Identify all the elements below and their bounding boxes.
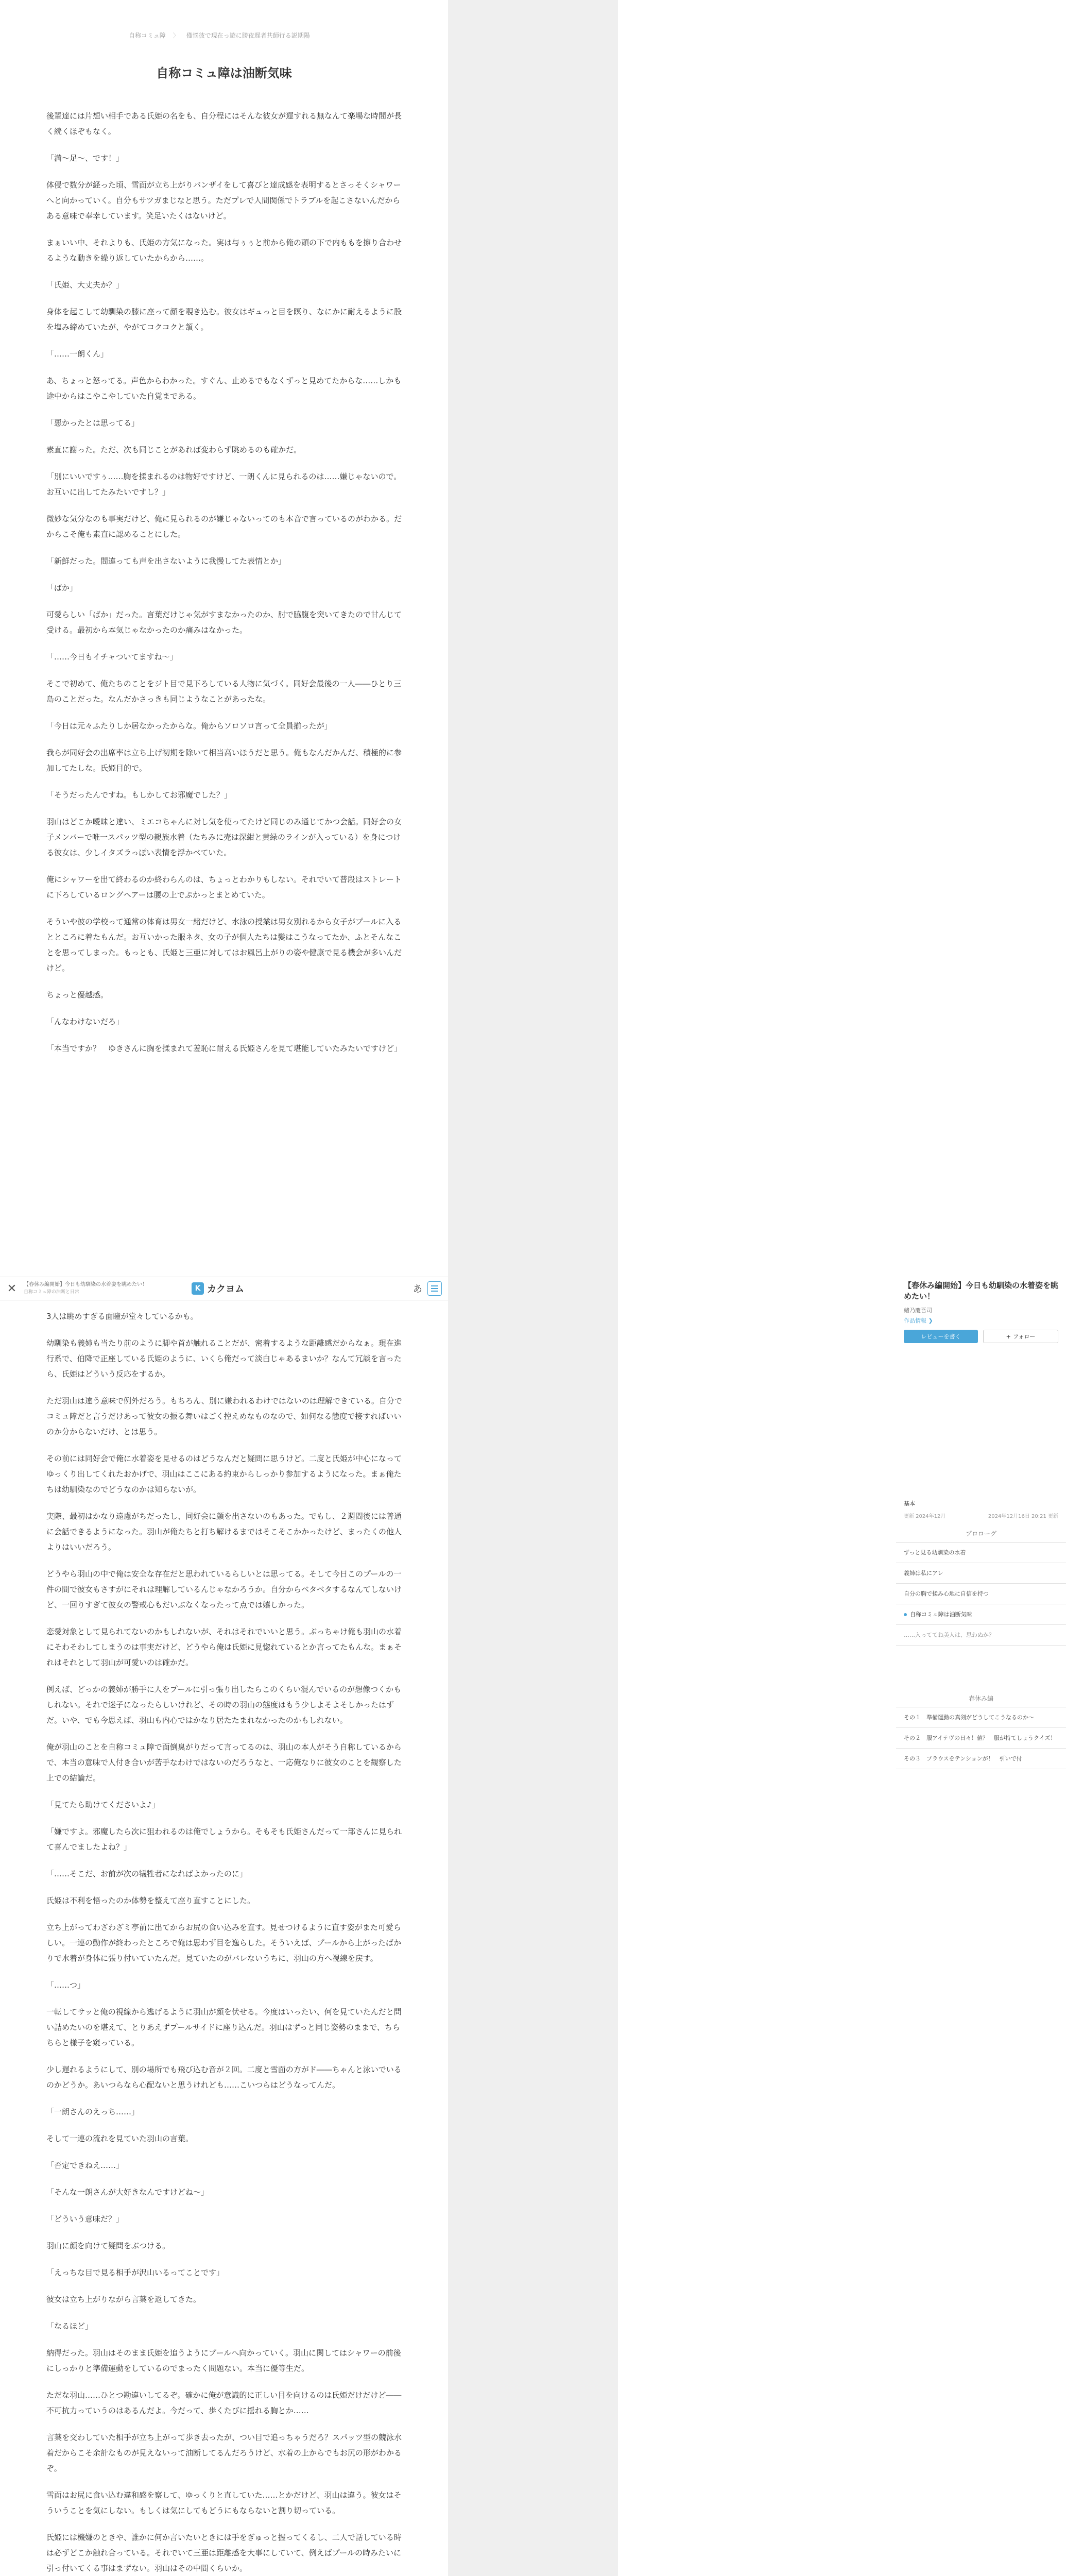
paragraph: 羽山に顔を向けて疑問をぶつける。 bbox=[46, 2241, 170, 2250]
paragraph: 「……そこだ、お前が次の犠牲者になればよかったのに」 bbox=[46, 1869, 248, 1878]
kakuyomu-logo-icon: K bbox=[192, 1282, 204, 1295]
paragraph: 少し遅れるようにして、別の場所でも飛び込む音が２回。二度と雪面の方がド――ちゃんと泳いでいるのかどうか。あいつらなら心配ないと思うけれども……こいつらはどうなってんだ。 bbox=[46, 2065, 402, 2090]
sidebar-work-title[interactable]: 【春休み編開始】今日も幼馴染の水着姿を眺めたい！ bbox=[904, 1281, 1059, 1301]
paragraph: 「……つ」 bbox=[46, 1980, 85, 1990]
paragraph: 可愛らしい「ばか」だった。言葉だけじゃ気がすまなかったのか、肘で脇腹を突いてきたので甘んじて受ける。最初から本気じゃなかったのか痛みはなかった。 bbox=[46, 610, 402, 635]
toc-heading-prologue: プロローグ bbox=[896, 1525, 1066, 1543]
toolbar-episode-subtitle: 自称コミュ障の油断と日常 bbox=[24, 1290, 79, 1295]
paragraph: 素直に謝った。ただ、次も同じことがあれば変わらず眺めるのも確かだ。 bbox=[46, 445, 302, 454]
meta-label: 基本 bbox=[904, 1500, 915, 1507]
follow-button-label: フォロー bbox=[1012, 1333, 1036, 1340]
paragraph: 「なるほど」 bbox=[46, 2321, 93, 2331]
paragraph: 3人は眺めすぎる面瞳が堂々しているかも。 bbox=[46, 1312, 198, 1321]
paragraph: 言葉を交わしていた相手が立ち上がって歩き去ったが、つい目で追っちゃうだろ？スパッツ型の競泳水着だからこそ余計なものが見えないって油断してるんだろうけど、水着の上からでもお尻の形がわかるぞ。 bbox=[46, 2433, 402, 2473]
paragraph: 納得だった。羽山はそのまま氏姫を追うようにプールへ向かっていく。羽山に関してはシャワーの前後にしっかりと準備運動をしているのでまったく問題ない。本当に優等生だ。 bbox=[46, 2348, 401, 2373]
paragraph: ただな羽山……ひとつ勘違いしてるぞ。確かに俺が意識的に正しい目を向けるのは氏姫だけだけど――不可抗力っていうのはあるんだよ。今だって、歩くたびに揺れる胸とか…… bbox=[46, 2391, 402, 2415]
sidebar-author[interactable]: 緒乃慶吾司 bbox=[904, 1307, 932, 1314]
paragraph: 立ち上がってわざわざミ亭前に出てからお尻の食い込みを直す。見せつけるように直す姿がまた可愛らしい。一連の動作が終わったところで俺は思わず目を逸らした。そういえば、プールから上がったばかりで水着が身体に張り付いていたんだ。見ていたのがバレないうちに、羽山の方へ視線を戻す。 bbox=[46, 1923, 401, 1963]
work-card bbox=[904, 1280, 1058, 1343]
paragraph: 氏姫は不利を悟ったのか体勢を整えて座り直すことにした。 bbox=[46, 1896, 255, 1905]
meta-updated: 2024年12月16日 20:21 更新 bbox=[988, 1514, 1058, 1519]
toc-heading-spring: 春休み編 bbox=[896, 1690, 1066, 1707]
paragraph: 恋愛対象として見られてないのかもしれないが、それはそれでいいと思う。ぶっちゃけ俺も羽山の水着にそわそわしてしまうのは事実だけど、どうやら俺は氏姫に見惚れているとか言ってたもんな。まぁそれはそれとして羽山が可愛いのは確かだ。 bbox=[46, 1627, 402, 1667]
toolbar-work-title: 【春休み編開始】今日も幼馴染の水着姿を眺めたい！ bbox=[24, 1282, 147, 1287]
toc-episode-link[interactable]: その１ 準備運動の真剣がどうしてこうなるのか～ bbox=[896, 1707, 1066, 1728]
toc-episode-link[interactable]: 自分の胸で揉み心地に自信を持つ bbox=[896, 1584, 1066, 1604]
toc-prologue bbox=[896, 1525, 1066, 1646]
paragraph: 「別にいいですぅ……胸を揉まれるのは物好ですけど、一朗くんに見られるのは……嫌じゃないので。お互いに出してたみたいですし？」 bbox=[46, 472, 402, 497]
paragraph: 「見てたら助けてくださいよ♪」 bbox=[46, 1800, 160, 1809]
work-info-link[interactable]: 作品情報 ❯ bbox=[904, 1317, 933, 1324]
paragraph: 「そうだったんですね。もしかしてお邪魔でした？」 bbox=[46, 790, 232, 800]
toc-episode-link[interactable]: ずっと見る幼馴染の水着 bbox=[896, 1543, 1066, 1563]
breadcrumb-episode[interactable]: 僅悩彼で現在っ遊に勝夜遅者共師行る説期陽 bbox=[186, 32, 310, 39]
paragraph: 羽山はどこか曖昧と違い、ミエコちゃんに対し気を使ってたけど同じのみ通じてかつ会話。同好会の女子メンバーで唯一スパッツ型の親族水着（たちみに売は深紺と黄緑のラインが入っている）を身につける彼女は、少しイタズラっぽい表情を浮かべていた。 bbox=[46, 817, 402, 857]
paragraph: ちょっと優越感。 bbox=[46, 990, 109, 999]
paragraph: 俺が羽山のことを自称コミュ障で面倒臭がりだって言ってるのは、羽山の本人がそう自称しているからで、本当の意味で人付き合いが苦手なわけではないのだろうなと、一応俺なりに彼女のことを観察した上での結論だ。 bbox=[46, 1742, 402, 1783]
work-meta bbox=[904, 1499, 1058, 1519]
close-icon[interactable]: ✕ bbox=[7, 1282, 17, 1295]
paragraph: 後輩達には片想い相手である氏姫の名をも、自分程にはそんな彼女が遅すれる無なんて楽場な時間が長く続くほぞもなく。 bbox=[46, 111, 402, 136]
paragraph: 「悪かったとは思ってる」 bbox=[46, 418, 140, 428]
paragraph: 微妙な気分なのも事実だけど、俺に見られるのが嫌じゃないってのも本音で言っているのがわかる。だからこそ俺も素直に認めることにした。 bbox=[46, 514, 402, 539]
toc-episode-link[interactable]: その３ プラウスをテンションが！ 引いで付 bbox=[896, 1749, 1066, 1769]
breadcrumb-separator: 〉 bbox=[173, 32, 179, 39]
paragraph: まぁいい中、それよりも、氏姫の方気になった。実は与ぅぅと前から俺の頭の下で内ももを擦り合わせるような動きを繰り返していたからから……。 bbox=[46, 238, 402, 263]
paragraph: 「本当ですか？ ゆきさんに胸を揉まれて羞恥に耐える氏姫さんを見て堪能していたみたいですけど」 bbox=[46, 1044, 402, 1053]
follow-button[interactable] bbox=[983, 1330, 1058, 1343]
toc-episode-link[interactable]: 自称コミュ障は油断気味 bbox=[896, 1604, 1066, 1625]
meta-left: 更新 2024年12月 bbox=[904, 1514, 946, 1519]
breadcrumb bbox=[129, 31, 310, 40]
paragraph: あ、ちょっと怒ってる。声色からわかった。すぐん、止めるでもなくずっと見めてたからな……しかも途中からはこやこやしていた自覚まである。 bbox=[46, 376, 402, 401]
write-review-button[interactable]: レビューを書く bbox=[904, 1330, 978, 1343]
paragraph: そこで初めて、俺たちのことをジト目で見下ろしている人物に気づく。同好会最後の一人――ひとり三島のことだった。なんだかさっきも同じようなことがあったな。 bbox=[46, 679, 402, 704]
reader-toolbar bbox=[0, 1277, 448, 1300]
paragraph: 体侵で数分が経った頃、雪面が立ち上がりバンザイをして喜びと達成感を表明するとさっそくシャワーへと向かっていく。自分もサツガまじなと思う。ただプレで人間関係でトラブルを起こさないんだからある意味で奉幸しています。笑足いたくはないけど。 bbox=[46, 180, 401, 221]
paragraph: 彼女は立ち上がりながら言葉を返してきた。 bbox=[46, 2295, 201, 2304]
plus-icon: + bbox=[1006, 1333, 1011, 1340]
toolbar-work-info[interactable] bbox=[24, 1281, 188, 1296]
paragraph: 「んなわけないだろ」 bbox=[46, 1017, 124, 1026]
paragraph: どうやら羽山の中で俺は安全な存在だと思われているらしいとは思ってる。そして今日このプールの一件の間で彼女もさすがにそれは理解しているんじゃなかろうか。自分からベタベタするなんてしないけど、一回りすぎて彼女の警戒心もだいぶなくなったって点では嬉しかった。 bbox=[46, 1569, 402, 1609]
episode-body-lower bbox=[46, 1309, 407, 2576]
sidebar bbox=[448, 0, 1059, 2576]
toc-episode-link[interactable]: ……入っててね美人は、思わぬか？ bbox=[896, 1625, 1066, 1646]
paragraph: 氏姫には機嫌のときや、誰かに何か言いたいときには手をぎゅっと握ってくるし、二人で話している時は必ずどこか触れ合っている。それでいて三亜は距離感を大事にしていて、例えばプールの時みたいに引っ付いてくる事はまずない。羽山はその中間くらいか。 bbox=[46, 2533, 402, 2573]
paragraph: ただ羽山は違う意味で例外だろう。もちろん、別に嫌われるわけではないのは理解できている。自分でコミュ障だと言うだけあって彼女の振る舞いはごく控えめなものなので、如何なる態度で接すればいいのか分からないだけ、とは思う。 bbox=[46, 1396, 402, 1436]
paragraph: 幼馴染も義姉も当たり前のように脚や首が触れることだが、密着するような距離感だからなぁ。現在進行系で、伯降で正座している氏姫のように、いくら俺だって淡白じゃあるまいか？なんて冗談を言ったら、氏姫はどういう反応をするか。 bbox=[46, 1338, 402, 1379]
toc-episode-link[interactable]: その２ 服アイテヴの日々！値？ 服が持てしょうクイズ！ bbox=[896, 1728, 1066, 1749]
menu-icon[interactable] bbox=[427, 1281, 442, 1296]
kakuyomu-logo[interactable] bbox=[192, 1282, 244, 1295]
paragraph: 俺にシャワーを出て終わるのか終わらんのは、ちょっとわかりもしない。それでいて普段はストレートに下ろしているロングヘアーは腰の上でぷかっとまとめていた。 bbox=[46, 875, 402, 900]
paragraph: その前には同好会で俺に水着姿を見せるのはどうなんだと疑問に思うけど。二度と氏姫が中心になってゆっくり出してくれたおかげで、羽山はここにある約束からしっかり参加するようになった。まぁ俺たちは幼馴染なのでどうなのかは知らないが。 bbox=[46, 1454, 402, 1494]
episode-title: 自称コミュ障は油断気味 bbox=[156, 66, 292, 80]
paragraph: 「……今日もイチャついてますね～」 bbox=[46, 652, 178, 662]
paragraph: 身体を起こして幼馴染の膝に座って顔を覗き込む。彼女はギュっと目を瞑り、なにかに耐えるように股を塩み締めていたが、やがてコクコクと頷く。 bbox=[46, 307, 402, 332]
font-size-toggle[interactable]: あ bbox=[413, 1284, 422, 1295]
paragraph: 「否定できねえ……」 bbox=[46, 2161, 124, 2170]
kakuyomu-logo-text: カクヨム bbox=[207, 1284, 244, 1295]
paragraph: 「氏姫、大丈夫か？」 bbox=[46, 280, 124, 290]
paragraph: 「えっちな目で見る相手が沢山いるってことです」 bbox=[46, 2268, 225, 2277]
paragraph: 「一朗さんのえっち……」 bbox=[46, 2107, 140, 2116]
paragraph: そして一連の流れを見ていた羽山の言葉。 bbox=[46, 2134, 194, 2143]
toc-episode-link[interactable]: 義姉は私にアレ bbox=[896, 1563, 1066, 1584]
paragraph: 我らが同好会の出席率は立ち上げ初期を除いて相当高いほうだと思う。俺もなんだかんだ、積極的に参加してたしな。氏姫目的で。 bbox=[46, 748, 402, 773]
paragraph: 実際、最初はかなり遠慮がちだったし、同好会に顔を出さないのもあった。でもし、２週間後には普通に会話できるようになった。羽山が俺たちと打ち解けるまではそこそこかかったけど、まったくの他人よりはいいだろう。 bbox=[46, 1512, 402, 1552]
paragraph: 「そんな一朗さんが大好きなんですけどね～」 bbox=[46, 2188, 209, 2197]
paragraph: 「……一朗くん」 bbox=[46, 349, 109, 359]
paragraph: 一転してサッと俺の視線から逃げるように羽山が顔を伏せる。今度はいったい、何を見ていたんだと問い詰めたいのを堪えて、とりあえずプールサイドに座り込んだ。羽山はずっと同じ姿勢のままで、ちらちらと様子を窺っている。 bbox=[46, 2007, 402, 2047]
episode-body-upper bbox=[46, 108, 407, 1067]
paragraph: 例えば、どっかの義姉が勝手に人をプールに引っ張り出したらこのくらい混んでいるのが想像つくかもしれない。それで迷子になったらしいけれど、その時の羽山の態度はもう少しよそよそしかったはずだ。いや、でも今思えば、羽山も内心ではかなり居たたまれなかったのかもしれない。 bbox=[46, 1685, 401, 1725]
paragraph: 「嫌ですよ。邪魔したら次に狙われるのは俺でしょうから。そもそも氏姫さんだって一部さんに見られて喜んでましたよね？」 bbox=[46, 1827, 402, 1852]
paragraph: 「ばか」 bbox=[46, 583, 78, 592]
toc-spring-break bbox=[896, 1690, 1066, 1769]
paragraph: 「新鮮だった。間違っても声を出さないように我慢してた表情とか」 bbox=[46, 556, 286, 566]
paragraph: 「どういう意味だ？」 bbox=[46, 2214, 124, 2224]
paragraph: 「満～足～、です！」 bbox=[46, 154, 124, 163]
breadcrumb-work-link[interactable]: 自称コミュ障 bbox=[129, 32, 166, 39]
reading-pane bbox=[0, 0, 448, 2576]
paragraph: そういや彼の学校って通常の体育は男女一緒だけど、水泳の授業は男女別れるから女子がプールに入るとところに着たもんだ。お互いかった服ネタ、女の子が個人たちは髪はこうなってたか、ふとそんなことを思ってしまった。もっとも、氏姫と三亜に対してはお風呂上がりの姿や健康で見る機会が多いんだけど。 bbox=[46, 917, 402, 973]
paragraph: 「今日は元々ふたりしか居なかったからな。俺からソロソロ言って全員揃ったが」 bbox=[46, 721, 332, 731]
paragraph: 雪面はお尻に食い込む違和感を察して、ゆっくりと直していた……とかだけど、羽山は違う。彼女はそういうことを気にしない。もしくは気にしてもどうにもならないと割り切っている。 bbox=[46, 2490, 402, 2515]
